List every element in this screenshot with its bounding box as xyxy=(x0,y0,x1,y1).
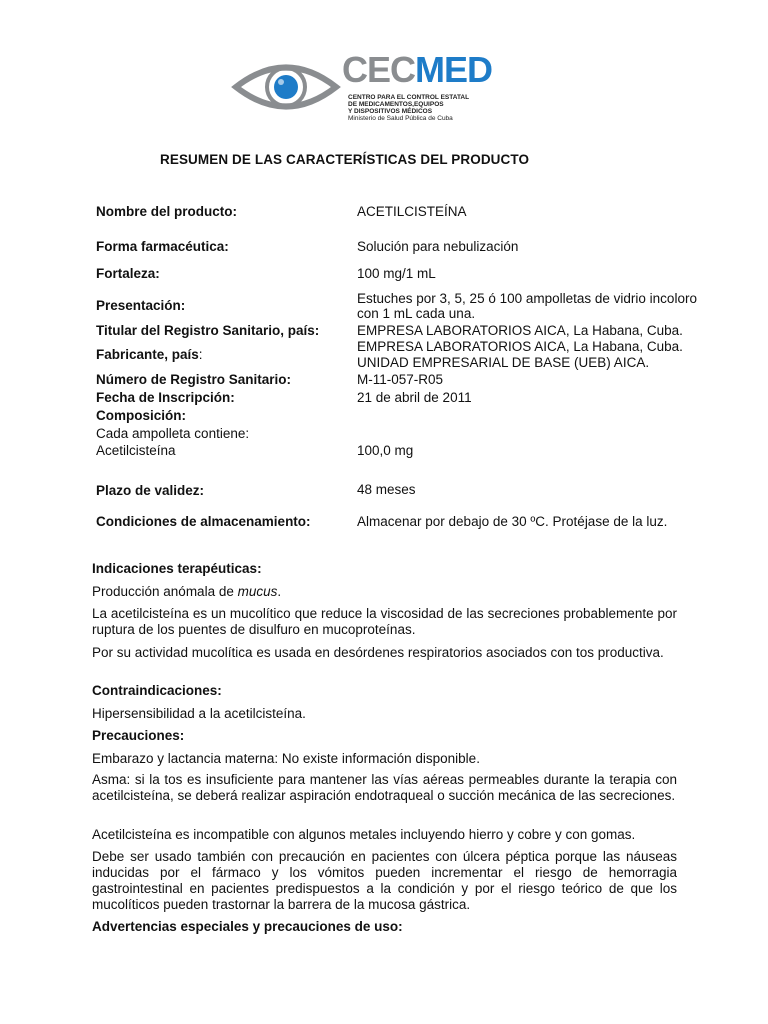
condiciones-value: Almacenar por debajo de 30 ºC. Protéjase de la luz. xyxy=(357,514,668,529)
logo-ministry: Ministerio de Salud Pública de Cuba xyxy=(348,115,453,122)
presentacion-label: Presentación: xyxy=(96,298,186,313)
fecha-inscripcion-label: Fecha de Inscripción: xyxy=(96,390,235,405)
indicaciones-p1-suffix: . xyxy=(277,584,282,599)
fabricante-label xyxy=(96,347,203,363)
indicaciones-heading: Indicaciones terapéuticas: xyxy=(92,561,262,576)
titular-value: EMPRESA LABORATORIOS AICA, La Habana, Cuba. xyxy=(357,323,683,338)
fortaleza-value: 100 mg/1 mL xyxy=(357,266,436,281)
composicion-ingredient: Acetilcisteína xyxy=(96,443,176,458)
logo-sub-line2: DE MEDICAMENTOS,EQUIPOS xyxy=(348,101,444,108)
condiciones-label: Condiciones de almacenamiento: xyxy=(96,514,311,529)
indicaciones-p1-prefix: Producción anómala de xyxy=(92,584,238,599)
presentacion-value-line1: Estuches por 3, 5, 25 ó 100 ampolletas de vidrio incoloro xyxy=(357,291,697,306)
contraindicaciones-p1: Hipersensibilidad a la acetilcisteína. xyxy=(92,706,306,721)
plazo-label: Plazo de validez: xyxy=(96,483,205,498)
fabricante-value-line1: EMPRESA LABORATORIOS AICA, La Habana, Cuba. xyxy=(357,339,683,354)
plazo-value: 48 meses xyxy=(357,482,416,497)
document-title: RESUMEN DE LAS CARACTERÍSTICAS DEL PRODUCTO xyxy=(160,152,530,167)
numero-registro-value: M-11-057-R05 xyxy=(357,372,444,387)
contraindicaciones-heading: Contraindicaciones: xyxy=(92,683,222,698)
precauciones-p1: Embarazo y lactancia materna: No existe información disponible. xyxy=(92,751,480,766)
titular-label: Titular del Registro Sanitario, país: xyxy=(96,323,320,338)
fabricante-value-line2: UNIDAD EMPRESARIAL DE BASE (UEB) AICA. xyxy=(357,355,650,370)
composicion-amount: 100,0 mg xyxy=(357,443,414,458)
cecmed-logo xyxy=(230,49,505,128)
indicaciones-p1 xyxy=(92,584,677,600)
fabricante-label-text: Fabricante, país xyxy=(96,347,199,362)
fecha-inscripcion-value: 21 de abril de 2011 xyxy=(357,390,472,405)
logo-wordmark xyxy=(342,50,492,90)
indicaciones-p3: Por su actividad mucolítica es usada en desórdenes respiratorios asociados con tos productiva. xyxy=(92,645,664,660)
precauciones-p3: Acetilcisteína es incompatible con algunos metales incluyendo hierro y cobre y con gomas. xyxy=(92,827,636,842)
eye-icon xyxy=(230,56,342,118)
logo-wordmark-med: MED xyxy=(415,49,493,90)
precauciones-p4: Debe ser usado también con precaución en pacientes con úlcera péptica porque las náuseas inducidas por el fármaco y los vómitos pueden incrementar el riesgo de hemorragia gastrointestinal en pacientes predispuestos a la condición y por el riesgo teórico de que los mucolíticos pueden trastornar la barrera de la mucosa gástrica. xyxy=(92,849,677,912)
forma-label: Forma farmacéutica: xyxy=(96,239,229,254)
nombre-value: ACETILCISTEÍNA xyxy=(357,204,467,219)
indicaciones-p1-italic: mucus xyxy=(237,584,278,599)
precauciones-heading: Precauciones: xyxy=(92,728,185,743)
logo-wordmark-cec: CEC xyxy=(342,49,416,90)
fabricante-label-colon: : xyxy=(198,347,203,362)
numero-registro-label: Número de Registro Sanitario: xyxy=(96,372,292,387)
nombre-label: Nombre del producto: xyxy=(96,204,237,219)
logo-sub-line1: CENTRO PARA EL CONTROL ESTATAL xyxy=(348,94,470,101)
fortaleza-label: Fortaleza: xyxy=(96,266,160,281)
advertencias-heading: Advertencias especiales y precauciones de uso: xyxy=(92,919,403,934)
presentacion-value-line2: con 1 mL cada una. xyxy=(357,306,476,321)
logo-subtitle xyxy=(348,94,469,122)
composicion-sublabel: Cada ampolleta contiene: xyxy=(96,426,250,441)
indicaciones-p2: La acetilcisteína es un mucolítico que reduce la viscosidad de las secreciones probablemente por ruptura de los puentes de disulfuro en mucoproteínas. xyxy=(92,606,677,637)
precauciones-p2: Asma: si la tos es insuficiente para mantener las vías aéreas permeables durante la terapia con acetilcisteína, se deberá realizar aspiración endotraqueal o succión mecánica de las secreciones. xyxy=(92,772,677,803)
logo-sub-line3: Y DISPOSITIVOS MÉDICOS xyxy=(348,108,433,115)
composicion-label: Composición: xyxy=(96,408,186,423)
forma-value: Solución para nebulización xyxy=(357,239,519,254)
